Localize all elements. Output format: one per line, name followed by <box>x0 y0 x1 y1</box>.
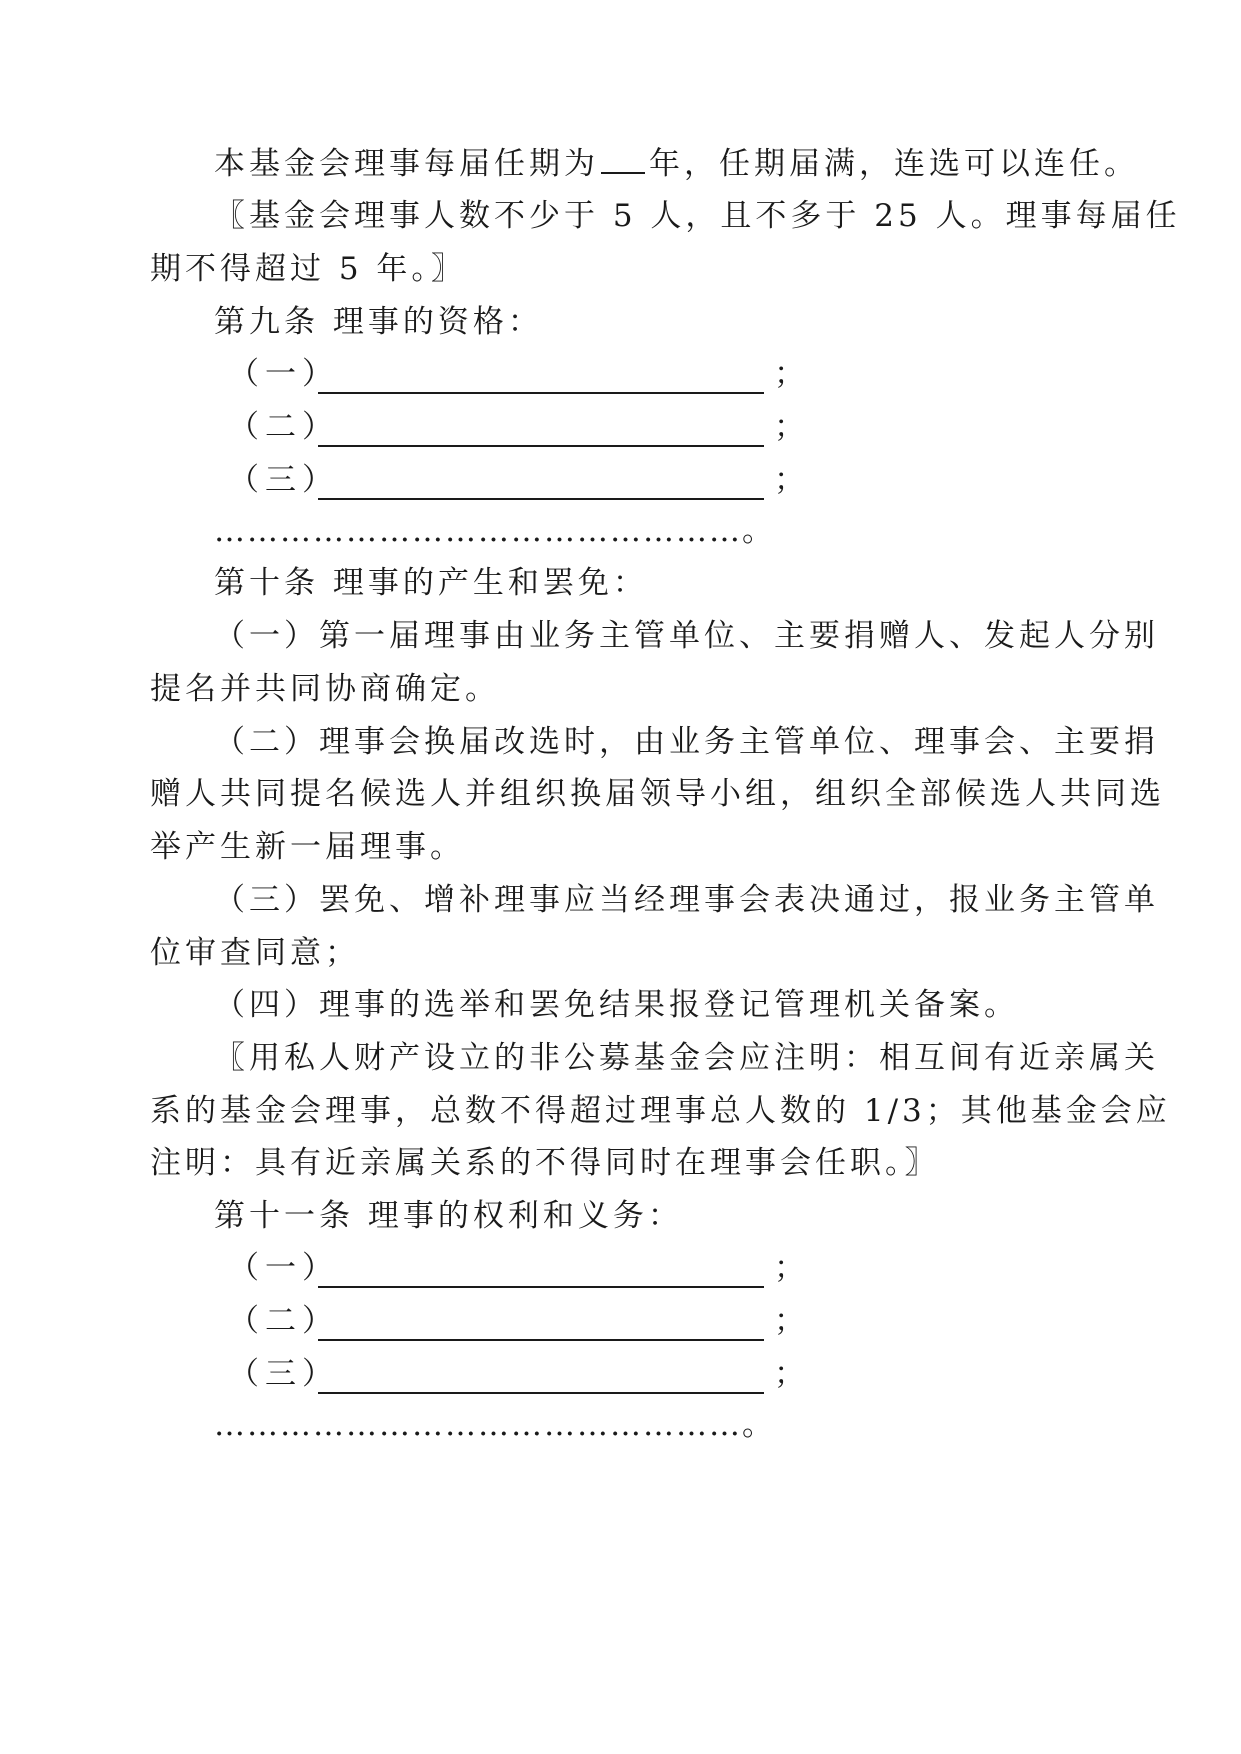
note2-line2: 系的基金会理事，总数不得超过理事总人数的 1/3；其他基金会应 <box>150 1093 1171 1129</box>
article10-p4: （四）理事的选举和罢免结果报登记管理机关备案。 <box>214 987 1019 1023</box>
item-label: （三） <box>228 462 339 498</box>
article10-p2-line2: 赠人共同提名候选人并组织换届领导小组，组织全部候选人共同选 <box>150 776 1165 812</box>
note1-line1: 〖基金会理事人数不少于 5 人，且不多于 25 人。理事每届任 <box>214 198 1181 234</box>
note2-line3: 注明：具有近亲属关系的不得同时在理事会任职。〗 <box>150 1145 940 1181</box>
fill-in-line <box>318 417 764 447</box>
article11-item-3 <box>228 1354 805 1394</box>
item-terminator: ； <box>774 1356 805 1392</box>
article11-item-2 <box>228 1301 805 1341</box>
item-terminator: ； <box>774 1250 805 1286</box>
article10-p2-line3: 举产生新一届理事。 <box>150 829 465 865</box>
fill-in-line <box>318 1311 764 1341</box>
article9-item-1 <box>228 354 805 394</box>
article11-ellipsis <box>214 1405 773 1445</box>
term-text-after: 年，任期届满，连选可以连任。 <box>649 146 1139 182</box>
ellipsis-end: 。 <box>742 1407 773 1443</box>
fill-in-line <box>318 1364 764 1394</box>
article11-item-1 <box>228 1248 805 1288</box>
item-terminator: ； <box>774 1303 805 1339</box>
item-label: （一） <box>228 1250 339 1286</box>
article11-title: 第十一条 理事的权利和义务： <box>214 1198 683 1234</box>
term-years-blank <box>601 144 645 174</box>
fill-in-line <box>318 1258 764 1288</box>
item-label: （二） <box>228 1303 339 1339</box>
ellipsis: ………………………………………… <box>214 513 742 549</box>
article10-p3-line1: （三）罢免、增补理事应当经理事会表决通过，报业务主管单 <box>214 882 1159 918</box>
item-terminator: ； <box>774 462 805 498</box>
item-label: （一） <box>228 356 339 392</box>
article10-p2-line1: （二）理事会换届改选时，由业务主管单位、理事会、主要捐 <box>214 724 1159 760</box>
note2-line1: 〖用私人财产设立的非公募基金会应注明：相互间有近亲属关 <box>214 1040 1159 1076</box>
article9-item-2 <box>228 407 805 447</box>
term-text-before: 本基金会理事每届任期为 <box>214 146 599 182</box>
article9-title: 第九条 理事的资格： <box>214 304 543 340</box>
item-label: （二） <box>228 409 339 445</box>
ellipsis: ………………………………………… <box>214 1407 742 1443</box>
item-terminator: ； <box>774 356 805 392</box>
article10-p1-line2: 提名并共同协商确定。 <box>150 671 500 707</box>
item-terminator: ； <box>774 409 805 445</box>
article10-p1-line1: （一）第一届理事由业务主管单位、主要捐赠人、发起人分别 <box>214 618 1159 654</box>
note1-line2: 期不得超过 5 年。〗 <box>150 251 466 287</box>
fill-in-line <box>318 364 764 394</box>
article10-p3-line2: 位审查同意； <box>150 935 360 971</box>
article10-title: 第十条 理事的产生和罢免： <box>214 565 648 601</box>
item-label: （三） <box>228 1356 339 1392</box>
term-sentence <box>214 144 1139 184</box>
ellipsis-end: 。 <box>742 513 773 549</box>
article9-item-3 <box>228 460 805 500</box>
fill-in-line <box>318 470 764 500</box>
article9-ellipsis <box>214 511 773 551</box>
